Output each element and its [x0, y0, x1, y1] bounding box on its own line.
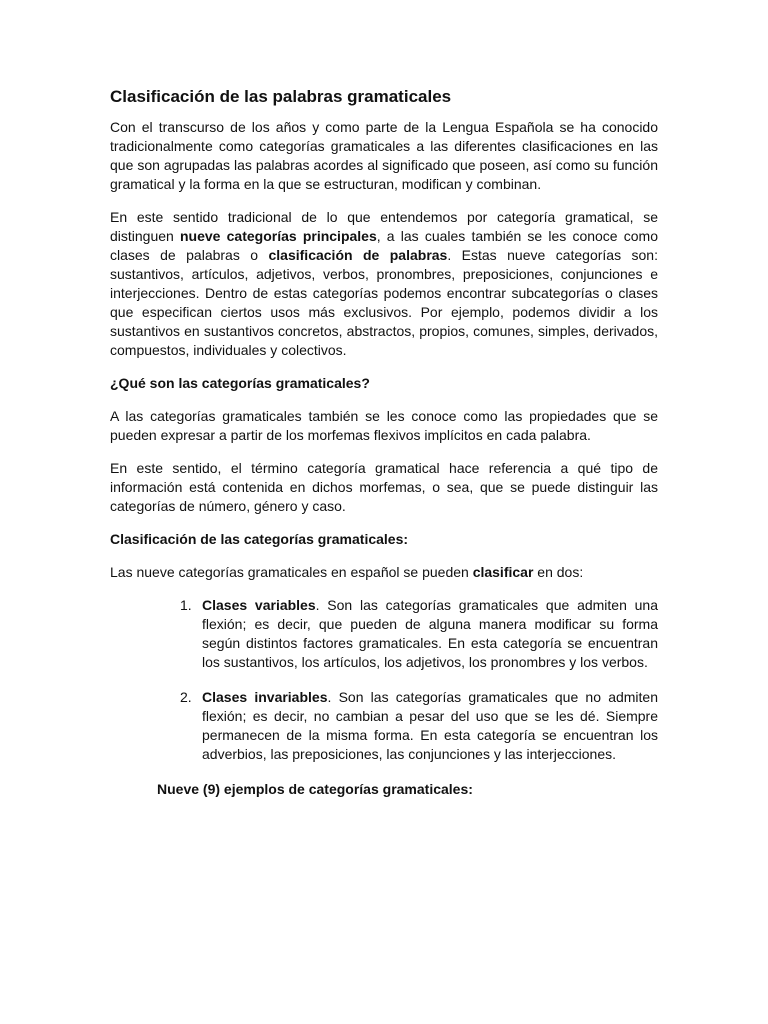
list-item: [110, 596, 658, 672]
paragraph-text: . Son las categorías gramaticales que no admiten flexión; es decir, no cambian a pesar del uso que se les dé. Siempre permanecen de la misma forma. En esta categoría se encuentran los adverbios, las preposiciones, las conjunciones y las interjecciones.: [202, 689, 659, 762]
bold-term: clasificación de palabras: [268, 247, 448, 263]
list-item-text: [202, 596, 658, 672]
paragraph-text: . Estas nueve categorías son: sustantivos, artículos, adjetivos, verbos, pronombres, preposiciones, conjunciones e interjecciones. Dentro de estas categorías podemos encontrar subcategorías o clases que especifican ciertos usos más exclusivos. Por ejemplo, podemos dividir a los sustantivos en sustantivos concretos, abstractos, propios, comunes, simples, derivados, compuestos, individuales y colectivos.: [110, 247, 658, 358]
paragraph-text: . Son las categorías gramaticales que admiten una flexión; es decir, que pueden de alguna manera modificar su forma según distintos factores gramaticales. En esta categoría se encuentran los sustantivos, los artículos, los adjetivos, los pronombres y los verbos.: [202, 597, 659, 670]
paragraph-text: en dos:: [533, 564, 584, 580]
paragraph-text: En este sentido tradicional de lo que entendemos por categoría gramatical, se distinguen: [110, 209, 658, 244]
paragraph-text: Las nueve categorías gramaticales en español se pueden: [110, 564, 473, 580]
document-page: [110, 86, 658, 799]
intro-paragraph: Con el transcurso de los años y como parte de la Lengua Española se ha conocido tradicionalmente como categorías gramaticales a las diferentes clasificaciones en las que son agrupadas las palabras acordes al significado que poseen, así como su función gramatical y la forma en la que se estructuran, modifican y combinan.: [110, 119, 658, 192]
bold-term: nueve categorías principales: [180, 228, 377, 244]
paragraph-morfemas: En este sentido, el término categoría gramatical hace referencia a qué tipo de información está contenida en dichos morfemas, o sea, que se puede distinguir las categorías de número, género y caso.: [110, 460, 658, 514]
list-item-text: [202, 688, 658, 764]
paragraph-propiedades: A las categorías gramaticales también se les conoce como las propiedades que se pueden expresar a partir de los morfemas flexivos implícitos en cada palabra.: [110, 408, 658, 443]
list-number: 2.: [180, 689, 192, 705]
paragraph-categories: [110, 208, 658, 360]
document-title: Clasificación de las palabras gramaticales: [110, 87, 452, 106]
bold-term: clasificar: [472, 564, 534, 580]
section-heading-ejemplos: Nueve (9) ejemplos de categorías gramaticales:: [157, 781, 473, 797]
section-heading-clasificacion: Clasificación de las categorías gramaticales:: [110, 531, 409, 547]
paragraph-clasificar: [110, 563, 658, 582]
section-heading-que-son: ¿Qué son las categorías gramaticales?: [110, 375, 370, 391]
list-number: 1.: [180, 597, 192, 613]
paragraph-text: , a las cuales también se les conoce como clases de palabras o: [110, 228, 658, 263]
classification-list: [110, 596, 658, 764]
list-item: [110, 688, 658, 764]
bold-term: Clases variables: [202, 597, 316, 613]
bold-term: Clases invariables: [202, 689, 328, 705]
